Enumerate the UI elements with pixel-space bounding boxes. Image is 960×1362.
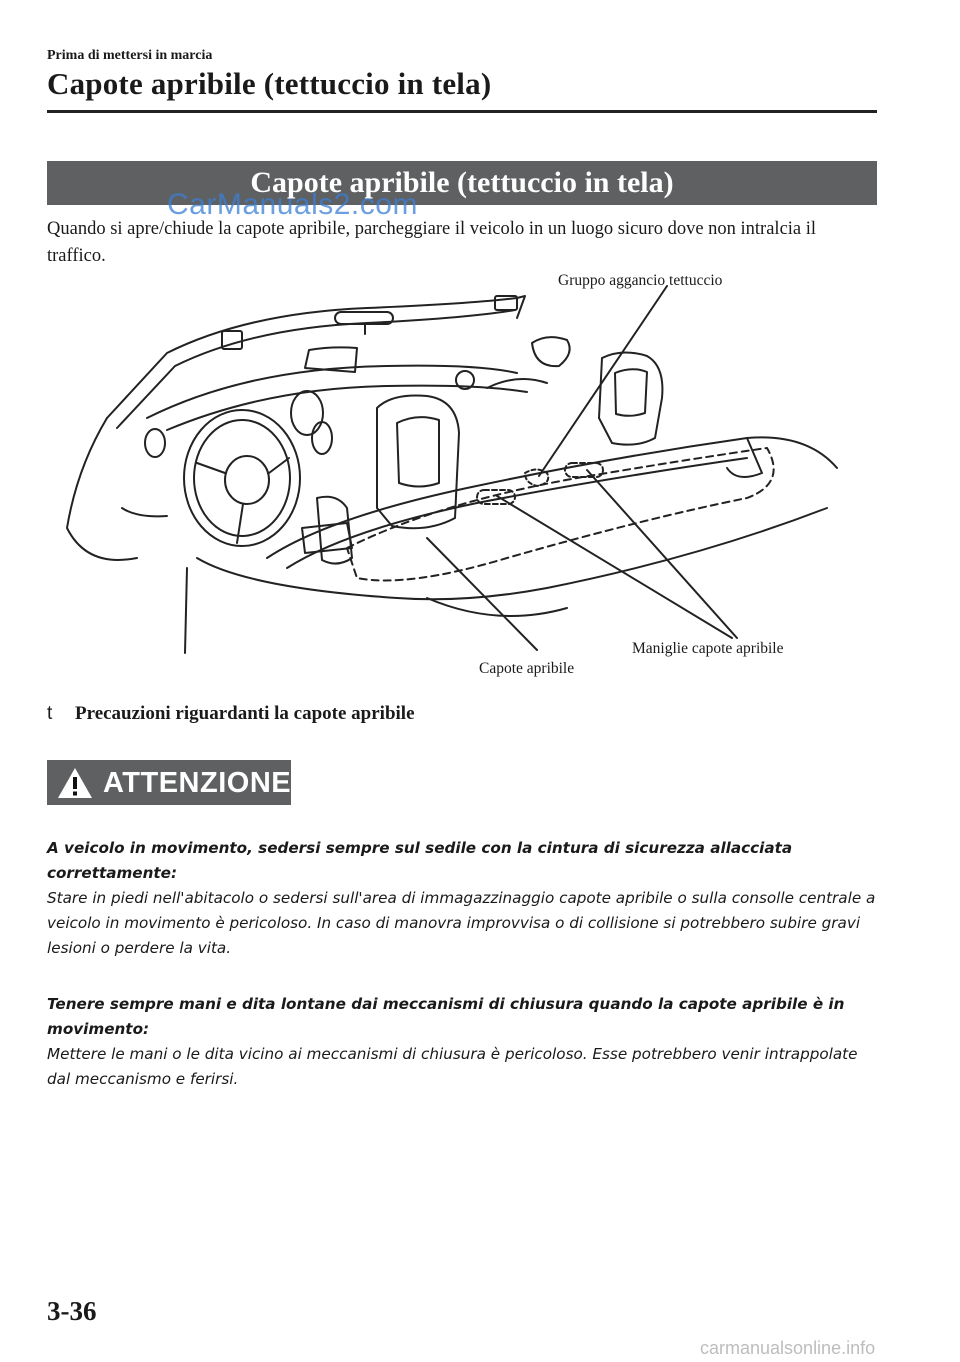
- page-title: Capote apribile (tettuccio in tela): [47, 66, 492, 101]
- header-rule: [47, 110, 877, 113]
- car-illustration: [47, 268, 877, 688]
- warning-item-2-heading: Tenere sempre mani e dita lontane dai meccanismi di chiusura quando la capote apribile è in movimento:: [47, 995, 845, 1038]
- callout-handles: Maniglie capote apribile: [632, 640, 784, 657]
- precautions-heading-text: Precauzioni riguardanti la capote apribile: [75, 703, 415, 724]
- precautions-heading: [47, 703, 415, 725]
- section-banner: Capote apribile (tettuccio in tela): [47, 161, 877, 205]
- page-number: 3-36: [47, 1296, 97, 1326]
- callout-top: Capote apribile: [479, 660, 575, 677]
- warning-label: ATTENZIONE: [103, 767, 292, 799]
- footer-watermark: carmanualsonline.info: [700, 1338, 876, 1358]
- warning-item-2-text: Mettere le mani o le dita vicino ai meccanismi di chiusura è pericoloso. Esse potrebbero venir intrappolate dal meccanismo e ferirsi.: [47, 1045, 858, 1088]
- section-label: Prima di mettersi in marcia: [47, 48, 213, 63]
- convertible-top-figure: [47, 268, 877, 688]
- bullet-marker: t: [47, 703, 53, 724]
- warning-badge: [47, 760, 291, 805]
- watermark: CarManuals2.com: [167, 188, 418, 221]
- warning-triangle-icon: [56, 766, 94, 800]
- warning-item-1-text: Stare in piedi nell'abitacolo o sedersi sull'area di immagazzinaggio capote apribile o sulla consolle centrale a veicolo in movimento è pericoloso. In caso di manovra improvvisa o di collisione si potrebbero subire gravi lesioni o perdere la vita.: [47, 889, 876, 957]
- intro-paragraph: Quando si apre/chiude la capote apribile, parcheggiare il veicolo in un luogo sicuro dove non intralcia il traffico.: [47, 219, 817, 266]
- callout-latch: Gruppo aggancio tettuccio: [558, 272, 723, 289]
- warning-item-1-heading: A veicolo in movimento, sedersi sempre sul sedile con la cintura di sicurezza allacciata correttamente:: [47, 839, 793, 882]
- warning-item-2: [47, 992, 877, 1092]
- warning-item-1: [47, 836, 877, 961]
